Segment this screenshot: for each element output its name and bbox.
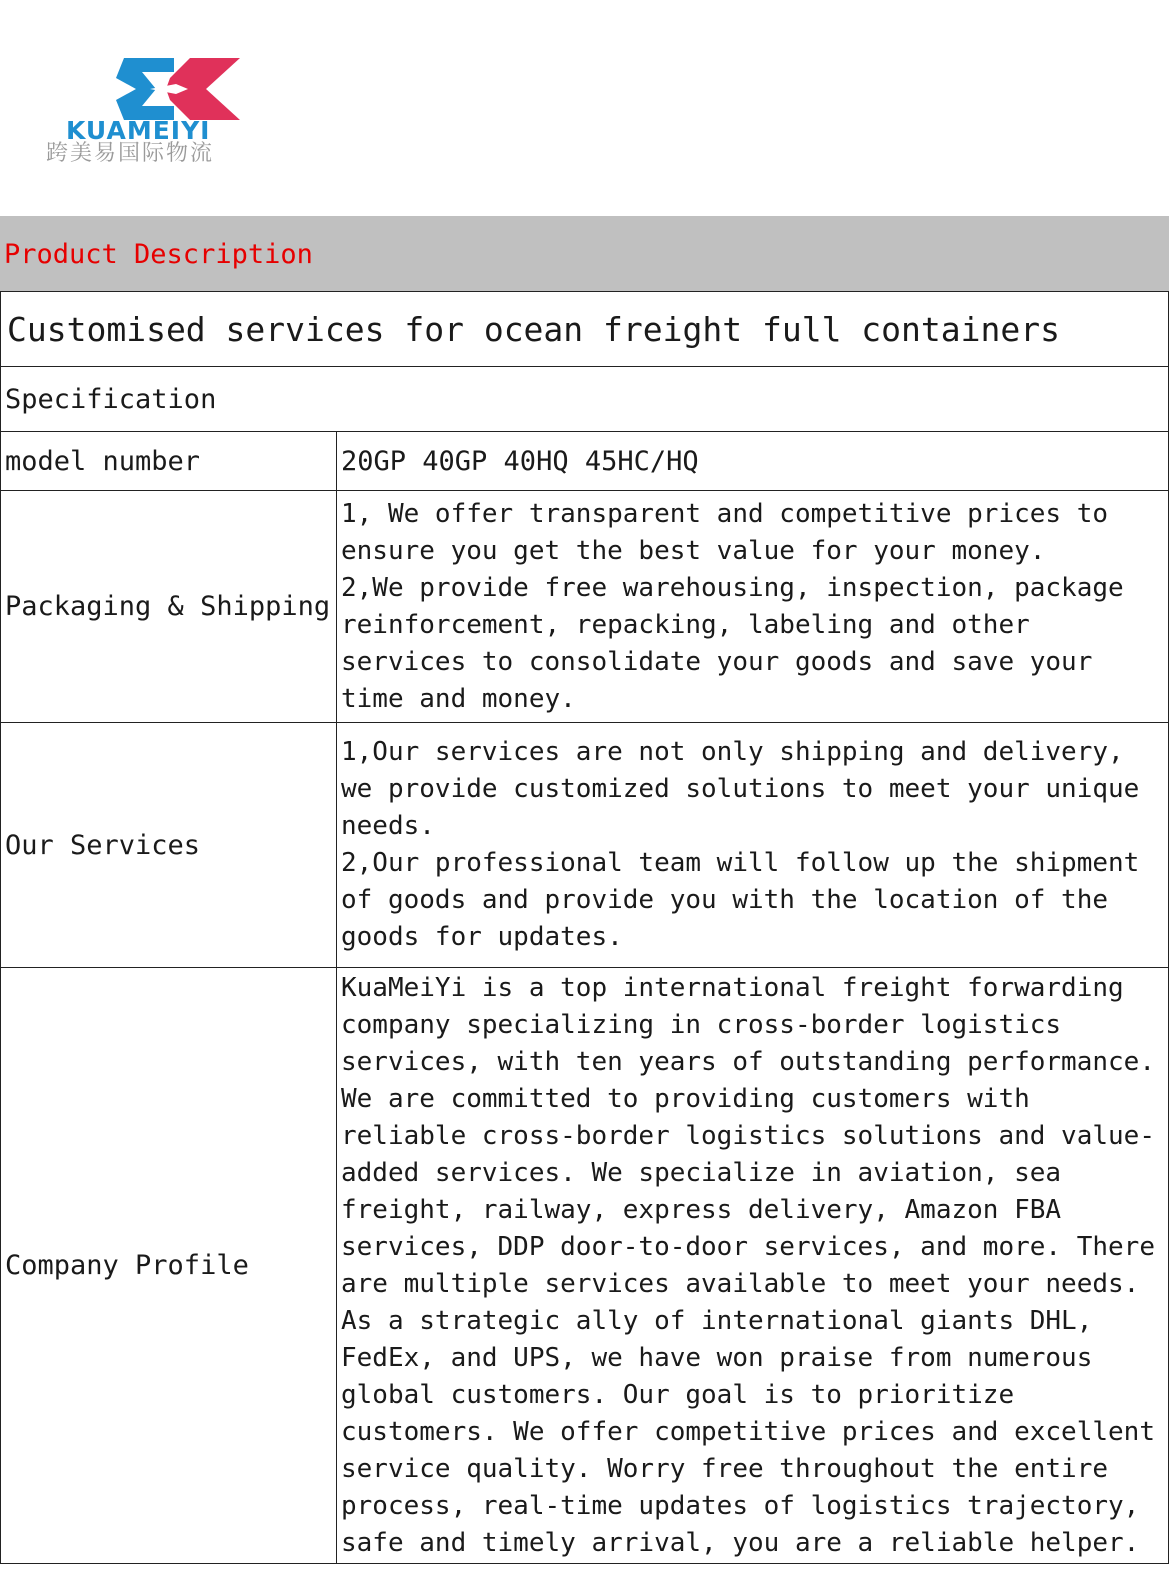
- row-label-model-number: model number: [1, 432, 337, 491]
- product-description-header: [0, 216, 1169, 291]
- company-logo: [46, 56, 336, 166]
- table-row: [1, 723, 1169, 968]
- product-description-label: Product Description: [4, 239, 313, 270]
- row-label-our-services: Our Services: [1, 723, 337, 968]
- row-value-model-number: 20GP 40GP 40HQ 45HC/HQ: [337, 432, 1169, 491]
- row-value-packaging-shipping: 1, We offer transparent and competitive prices to ensure you get the best value for your money. 2,We provide free warehousing, inspection, package reinforcement, repacking, labeling and other services to consolidate your goods and save your time and money.: [337, 491, 1169, 723]
- table-row: [1, 491, 1169, 723]
- table-row: [1, 432, 1169, 491]
- specification-heading: Specification: [1, 367, 1169, 432]
- row-label-packaging-shipping: Packaging & Shipping: [1, 491, 337, 723]
- table-row: [1, 968, 1169, 1564]
- row-value-our-services: 1,Our services are not only shipping and delivery, we provide customized solutions to meet your unique needs. 2,Our professional team will follow up the shipment of goods and provide you with the location of the goods for updates.: [337, 723, 1169, 968]
- logo-brand-text: KUAMEIYI: [66, 116, 211, 145]
- spec-table: [0, 291, 1169, 1564]
- page-title: Customised services for ocean freight full containers: [1, 292, 1169, 367]
- table-title-row: [1, 292, 1169, 367]
- row-label-company-profile: Company Profile: [1, 968, 337, 1564]
- logo-brand-cn-text: 跨美易国际物流: [46, 141, 215, 166]
- row-value-company-profile: KuaMeiYi is a top international freight forwarding company specializing in cross-border logistics services, with ten years of outstanding performance. We are committed to providing customers with reliable cross-border logistics solutions and value-added services. We specialize in aviation, sea freight, railway, express delivery, Amazon FBA services, DDP door-to-door services, and more. There are multiple services available to meet your needs. As a strategic ally of international giants DHL, FedEx, and UPS, we have won praise from numerous global customers. Our goal is to prioritize customers. We offer competitive prices and excellent service quality. Worry free throughout the entire process, real-time updates of logistics trajectory, safe and timely arrival, you are a reliable helper.: [337, 968, 1169, 1564]
- spec-heading-row: [1, 367, 1169, 432]
